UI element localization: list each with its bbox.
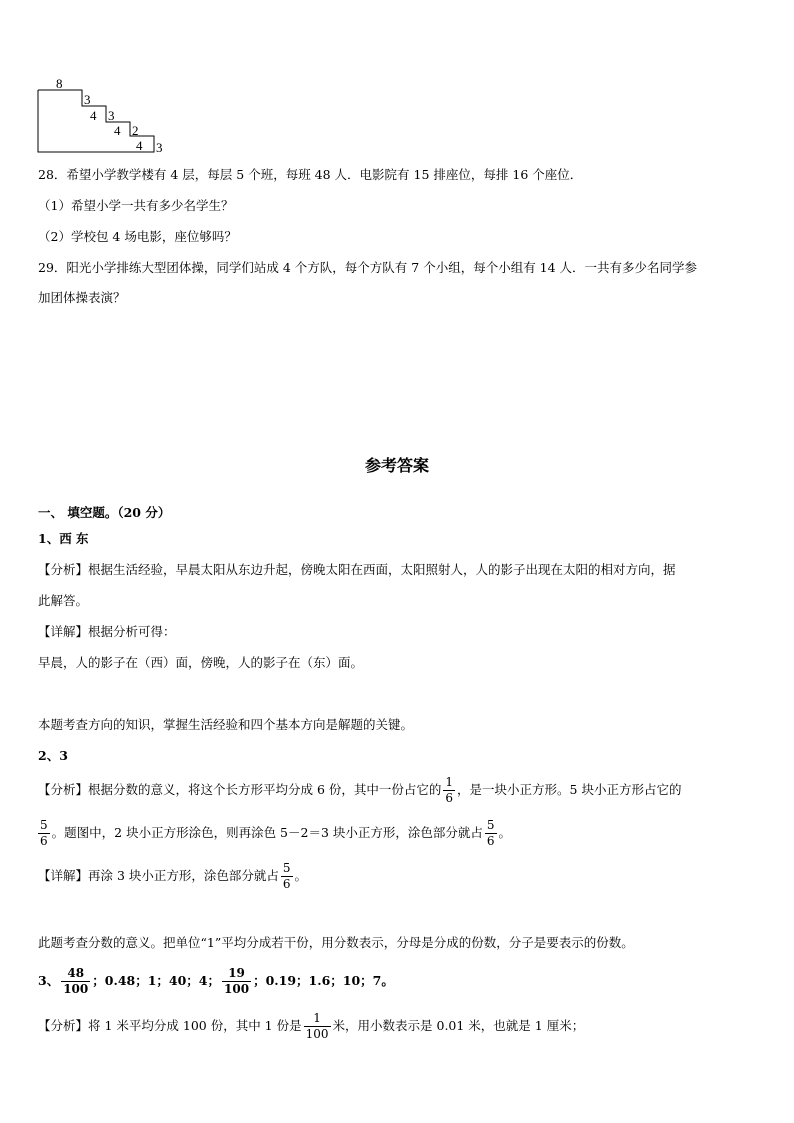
answer-2-detail-text-a: 【详解】再涂 3 块小正方形，涂色部分就占	[38, 868, 279, 883]
figure-label-top: 8	[56, 76, 63, 91]
fraction-1-100	[304, 1011, 331, 1042]
answer-3-analysis-text-a: 【分析】将 1 米平均分成 100 份，其中 1 份是	[38, 1018, 302, 1033]
answer-2-analysis-text-c: 。题图中，2 块小正方形涂色，则再涂色 5－2＝3 块小正方形，涂色部分就占	[51, 825, 483, 840]
fraction-numerator: 48	[61, 966, 90, 982]
answer-1-analysis-line1: 【分析】根据生活经验，早晨太阳从东边升起，傍晚太阳在西面，太阳照射人，人的影子出现在太阳的相对方向，据	[38, 562, 676, 577]
fraction-denominator: 6	[486, 834, 495, 848]
fraction-denominator: 100	[63, 982, 89, 996]
answer-2-summary: 此题考查分数的意义。把单位“1”平均分成若干份，用分数表示，分母是分成的份数，分子是要表示的份数。	[38, 935, 634, 950]
fraction-denominator: 100	[305, 1027, 329, 1041]
fraction-1-6	[443, 775, 455, 806]
answer-2-analysis-line1	[38, 775, 681, 806]
question-28-sub1: （1）希望小学一共有多少名学生？	[38, 198, 234, 213]
answer-2-analysis-text-b: ，是一块小正方形。5 块小正方形占它的	[457, 782, 682, 797]
question-28-sub2: （2）学校包 4 场电影，座位够吗？	[38, 229, 237, 244]
figure-label-step4-v: 3	[156, 140, 163, 155]
figure-label-step3-v: 2	[132, 123, 139, 138]
answer-3-prefix: 3、	[38, 973, 60, 988]
answer-3-head	[38, 966, 394, 997]
answer-2-detail	[38, 861, 307, 892]
answer-title: 参考答案	[364, 456, 429, 475]
fraction-numerator: 5	[40, 818, 48, 832]
figure-label-step1-v: 3	[84, 92, 91, 107]
answer-3-analysis	[38, 1011, 584, 1042]
fraction-5-6	[281, 861, 293, 892]
figure-label-step3-h: 4	[136, 138, 143, 153]
fraction-numerator: 5	[486, 818, 495, 832]
figure-label-step2-h: 4	[114, 123, 121, 138]
answer-1-detail: 【详解】根据分析可得：	[38, 624, 176, 639]
answer-2-head: 2、3	[38, 748, 68, 763]
fraction-denominator: 6	[445, 791, 454, 805]
fraction-48-100	[61, 966, 90, 997]
fraction-denominator: 6	[40, 834, 48, 848]
answer-2-analysis-text-d: 。	[498, 825, 512, 840]
question-29-line2: 加团体操表演？	[38, 290, 126, 305]
fraction-denominator: 100	[224, 982, 250, 996]
section-1-heading: 一、 填空题。（20 分）	[38, 505, 171, 520]
answer-3-tail: ；0.19；1.6；10；7。	[253, 973, 394, 988]
fraction-denominator: 6	[282, 877, 291, 891]
answer-1-head: 1、西 东	[38, 531, 89, 546]
answer-3-analysis-text-b: 米，用小数表示是 0.01 米，也就是 1 厘米；	[332, 1018, 585, 1033]
fraction-5-6	[485, 818, 497, 849]
fraction-19-100	[222, 966, 251, 997]
fraction-5-6	[38, 818, 50, 849]
question-28-stem: 28．希望小学教学楼有 4 层，每层 5 个班，每班 48 人．电影院有 15 排座位，每排 16 个座位．	[38, 167, 583, 182]
answer-2-analysis-line2	[38, 818, 511, 849]
fraction-numerator: 1	[445, 775, 454, 789]
figure-label-step1-h: 4	[90, 108, 97, 123]
fraction-numerator: 19	[222, 966, 251, 982]
answer-1-analysis-line2: 此解答。	[38, 593, 89, 608]
answer-2-detail-text-b: 。	[294, 868, 308, 883]
answer-1-result: 早晨，人的影子在（西）面，傍晚，人的影子在（东）面。	[38, 655, 364, 670]
question-29-line1: 29．阳光小学排练大型团体操，同学们站成 4 个方队，每个方队有 7 个小组，每个小组有 14 人．一共有多少名同学参	[38, 260, 698, 275]
answer-3-mid: ；0.48；1；40；4；	[92, 973, 221, 988]
staircase-figure	[36, 76, 176, 156]
fraction-numerator: 1	[304, 1011, 331, 1027]
fraction-numerator: 5	[282, 861, 291, 875]
answer-2-analysis-text-a: 【分析】根据分数的意义，将这个长方形平均分成 6 份，其中一份占它的	[38, 782, 442, 797]
figure-label-step2-v: 3	[108, 108, 115, 123]
answer-1-summary: 本题考查方向的知识，掌握生活经验和四个基本方向是解题的关键。	[38, 717, 414, 732]
